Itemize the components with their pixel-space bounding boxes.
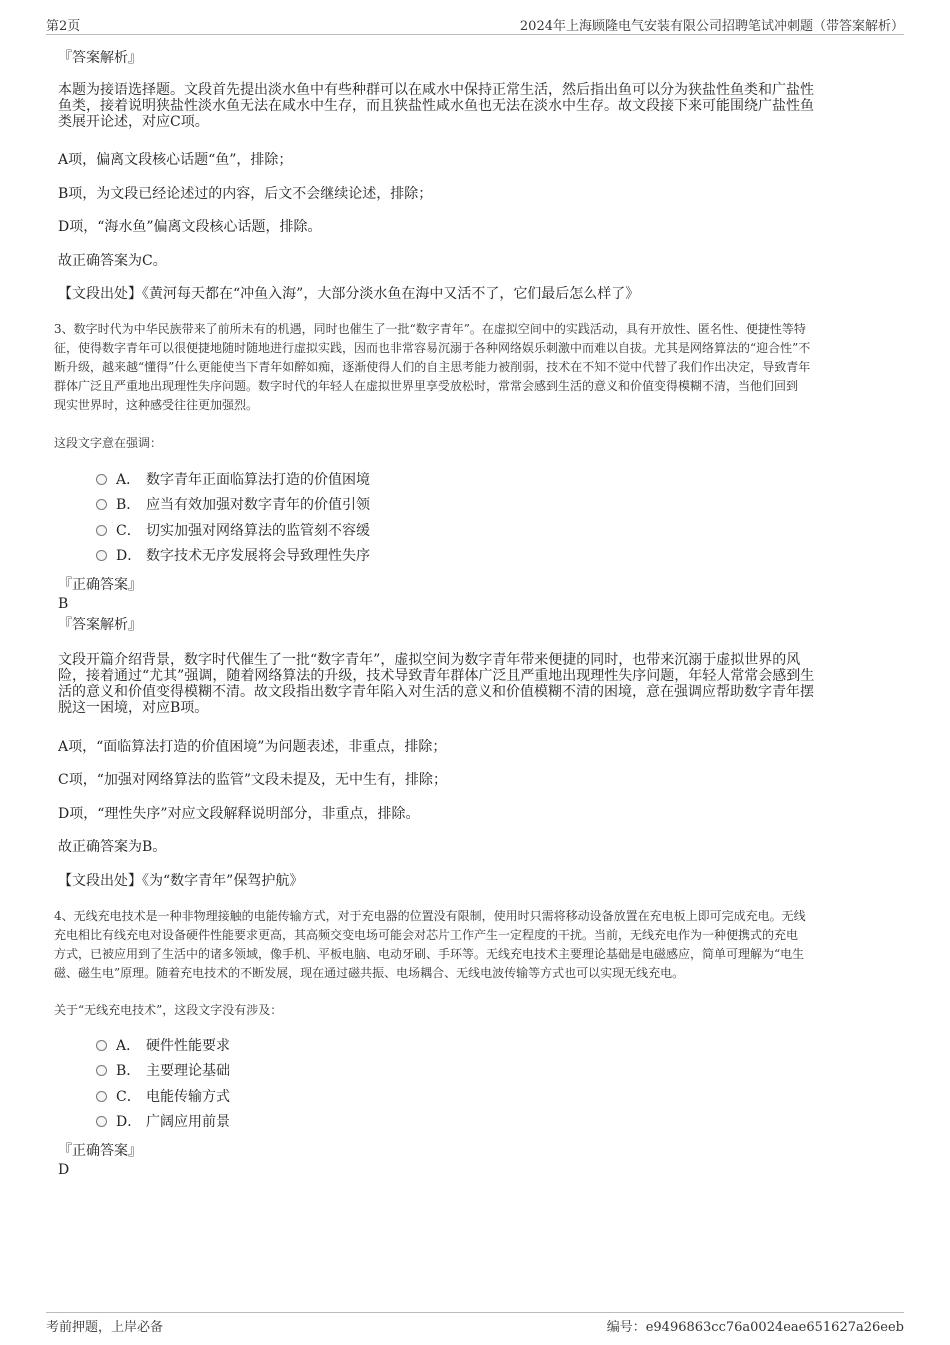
q3-passage-line: 3、数字时代为中华民族带来了前所未有的机遇，同时也催生了一批“数字青年”。在虚拟空间中的实践活动，具有开放性、匿名性、便捷性等特 <box>54 322 806 336</box>
radio-icon[interactable] <box>96 474 107 485</box>
q3-passage-line: 断升级，越来越“懂得”什么更能使当下青年如醉如痴，逐渐使得人们的自主思考能力被削弱，技术在不知不觉中代替了我们作出决定，导致青年 <box>54 360 811 374</box>
q3-passage-line: 群体广泛且严重地出现理性失序问题。数字时代的年轻人在虚拟世界里享受放松时，常常会感到生活的意义和价值变得模糊不清，当他们回到 <box>54 379 799 393</box>
q3-analysis-label: 『答案解析』 <box>58 617 142 633</box>
option-text: 硬件性能要求 <box>146 1038 230 1054</box>
q3-explain-c: C项，“加强对网络算法的监管”文段未提及，无中生有，排除； <box>58 772 448 788</box>
q3-stem: 这段文字意在强调： <box>54 436 163 450</box>
q2-explain-b: B项，为文段已经论述过的内容，后文不会继续论述，排除； <box>58 186 433 202</box>
q3-correct-label: 『正确答案』 <box>58 577 142 593</box>
q3-option-a[interactable] <box>96 470 370 490</box>
footer-code: 编号：e9496863cc76a0024eae651627a26eeb <box>606 1320 904 1335</box>
q2-analysis-line: 本题为接语选择题。文段首先提出淡水鱼中有些种群可以在咸水中保持正常生活，然后指出鱼可以分为狭盐性鱼类和广盐性 <box>58 82 814 98</box>
option-letter: B． <box>116 1063 141 1079</box>
q4-option-b[interactable] <box>96 1061 230 1081</box>
q3-correct-answer: B <box>58 596 69 612</box>
option-text: 应当有效加强对数字青年的价值引领 <box>146 497 370 513</box>
option-letter: A． <box>116 1038 141 1054</box>
q3-analysis-line: 活的意义和价值变得模糊不清。故文段指出数字青年陷入对生活的意义和价值模糊不清的困境，意在强调应帮助数字青年摆 <box>58 684 814 700</box>
q4-passage-line: 方式，已被应用到了生活中的诸多领域，像手机、平板电脑、电动牙刷、手环等。无线充电技术主要理论基础是电磁感应，简单可理解为“电生 <box>54 947 805 961</box>
q4-stem: 关于“无线充电技术”，这段文字没有涉及： <box>54 1003 283 1017</box>
q3-option-d[interactable] <box>96 546 370 566</box>
option-letter: D． <box>116 1114 142 1130</box>
q3-passage <box>54 320 896 415</box>
page-header <box>46 14 904 35</box>
q2-source: 【文段出处】《黄河每天都在“冲鱼入海”，大部分淡水鱼在海中又活不了，它们最后怎么样了》 <box>58 286 640 302</box>
q3-explain-d: D项，“理性失序”对应文段解释说明部分，非重点，排除。 <box>58 806 420 822</box>
q3-explain-a: A项，“面临算法打造的价值困境”为问题表述，非重点，排除； <box>58 739 447 755</box>
option-letter: C． <box>116 1089 141 1105</box>
q4-option-a[interactable] <box>96 1036 230 1056</box>
radio-icon[interactable] <box>96 499 107 510</box>
q3-source: 【文段出处】《为“数字青年”保驾护航》 <box>58 873 304 889</box>
q2-explain-d: D项，“海水鱼”偏离文段核心话题，排除。 <box>58 219 322 235</box>
option-text: 数字青年正面临算法打造的价值困境 <box>146 472 370 488</box>
q4-passage-line: 4、无线充电技术是一种非物理接触的电能传输方式，对于充电器的位置没有限制，使用时只需将移动设备放置在充电板上即可完成充电。无线 <box>54 909 806 923</box>
q2-analysis <box>58 82 894 130</box>
option-text: 广阔应用前景 <box>146 1114 230 1130</box>
document-title: 2024年上海顾隆电气安装有限公司招聘笔试冲刺题（带答案解析） <box>519 19 904 34</box>
q3-conclusion: 故正确答案为B。 <box>58 839 167 855</box>
radio-icon[interactable] <box>96 550 107 561</box>
option-text: 电能传输方式 <box>146 1089 230 1105</box>
radio-icon[interactable] <box>96 525 107 536</box>
radio-icon[interactable] <box>96 1091 107 1102</box>
footer-slogan: 考前押题，上岸必备 <box>46 1320 164 1335</box>
option-letter: C． <box>116 523 141 539</box>
q3-analysis-line: 险，接着通过“尤其”强调，随着网络算法的升级，技术导致青年群体广泛且严重地出现理性失序问题，年轻人常常会感到生 <box>58 668 815 684</box>
q3-option-b[interactable] <box>96 495 370 515</box>
option-text: 数字技术无序发展将会导致理性失序 <box>146 548 370 564</box>
q4-passage-line: 磁、磁生电”原理。随着充电技术的不断发展，现在通过磁共振、电场耦合、无线电波传输等方式也可以实现无线充电。 <box>54 966 685 980</box>
radio-icon[interactable] <box>96 1116 107 1127</box>
option-letter: B． <box>116 497 141 513</box>
q4-option-d[interactable] <box>96 1112 230 1132</box>
radio-icon[interactable] <box>96 1065 107 1076</box>
q3-passage-line: 现实世界时，这种感受往往更加强烈。 <box>54 398 259 412</box>
page-number: 第2页 <box>46 19 81 34</box>
option-letter: D． <box>116 548 142 564</box>
option-text: 切实加强对网络算法的监管刻不容缓 <box>146 523 370 539</box>
q2-conclusion: 故正确答案为C。 <box>58 253 167 269</box>
q3-analysis-line: 文段开篇介绍背景，数字时代催生了一批“数字青年”，虚拟空间为数字青年带来便捷的同时，也带来沉溺于虚拟世界的风 <box>58 652 801 668</box>
q2-explain-a: A项，偏离文段核心话题“鱼”，排除； <box>58 152 293 168</box>
q4-passage <box>54 907 896 983</box>
q4-option-c[interactable] <box>96 1087 230 1107</box>
q3-option-c[interactable] <box>96 521 370 541</box>
q4-passage-line: 充电相比有线充电对设备硬件性能要求更高，其高频交变电场可能会对芯片工作产生一定程度的干扰。当前，无线充电作为一种便携式的充电 <box>54 928 799 942</box>
q4-correct-answer: D <box>58 1162 70 1178</box>
option-letter: A． <box>116 472 141 488</box>
radio-icon[interactable] <box>96 1040 107 1051</box>
q3-analysis <box>58 652 894 716</box>
q2-analysis-line: 类展开论述，对应C项。 <box>58 114 209 130</box>
q4-correct-label: 『正确答案』 <box>58 1143 142 1159</box>
q2-analysis-label: 『答案解析』 <box>58 50 142 66</box>
q3-passage-line: 征，使得数字青年可以很便捷地随时随地进行虚拟实践，因而也非常容易沉溺于各种网络娱乐刺激中而难以自拔。尤其是网络算法的“迎合性”不 <box>54 341 811 355</box>
q2-analysis-line: 鱼类，接着说明狭盐性淡水鱼无法在咸水中生存，而且狭盐性咸水鱼也无法在淡水中生存。故文段接下来可能围绕广盐性鱼 <box>58 98 814 114</box>
page-footer <box>46 1312 904 1335</box>
option-text: 主要理论基础 <box>146 1063 230 1079</box>
q3-analysis-line: 脱这一困境，对应B项。 <box>58 700 209 716</box>
